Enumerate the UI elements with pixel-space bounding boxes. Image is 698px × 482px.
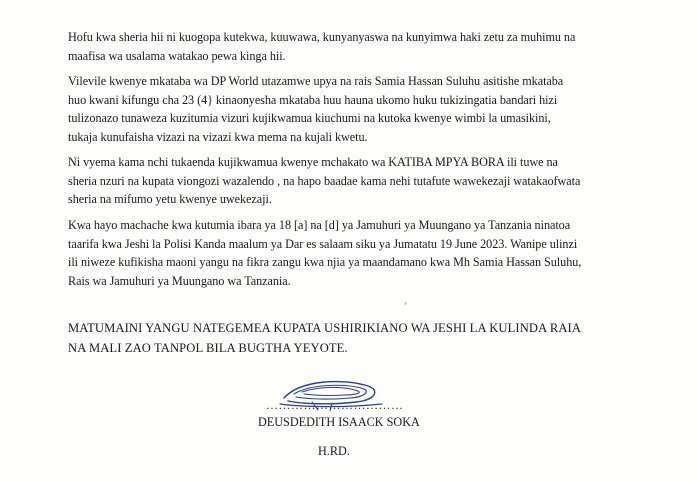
paragraph-notice-to-police <box>68 216 628 290</box>
closing-line: MATUMAINI YANGU NATEGEMEA KUPATA USHIRIKIANO WA JESHI LA KULINDA RAIA <box>68 321 582 335</box>
paragraph-line: maafisa wa usalama watakao pewa kinga hii. <box>68 48 286 63</box>
closing-line: NA MALI ZAO TANPOL BILA BUGTHA YEYOTE. <box>68 341 348 355</box>
paragraph-line: sheria na mifumo yetu kwenye uwekezaji. <box>68 192 272 207</box>
paragraph-line: Rais wa Jamuhuri ya Muungano wa Tanzania. <box>68 273 291 288</box>
paragraph-line: tukaja kunufaisha vizazi na vizazi kwa mema na kujali kwetu. <box>68 129 368 144</box>
closing-statement <box>68 318 581 358</box>
paragraph-line: tulizonazo tunaweza kuzitumia vizuri kujikwamua kiuchumi na kutoka kwenye wimbi la umasikini, <box>68 111 551 126</box>
paragraph-line: Ni vyema kama nchi tukaenda kujikwamua kwenye mchakato wa KATIBA MPYA BORA ili tuwe na <box>68 155 558 169</box>
paragraph-dp-world-contract <box>68 72 628 146</box>
paragraph-fear-of-law <box>68 28 628 65</box>
scan-speck <box>404 302 407 305</box>
paragraph-line: Hofu kwa sheria hii ni kuogopa kutekwa, kuuwawa, kunyanyaswa na kunyimwa haki zetu za muhimu na <box>68 30 576 44</box>
paragraph-line: taarifa kwa Jeshi la Polisi Kanda maalum ya Dar es salaam siku ya Jumatatu 19 June 2023. Wanipe ulinzi <box>68 236 578 251</box>
paragraph-line: ili niweze kufikisha maoni yangu na fikra zangu kwa njia ya maandamano kwa Mh Samia Hassan Suluhu, <box>68 255 582 270</box>
paragraph-new-constitution <box>68 153 628 209</box>
signature-line: …………………………… <box>266 398 404 412</box>
paragraph-line: huo kwani kifungu cha 23 (4} kinaonyesha mkataba huu hauna ukomo huku tukizingatia bandari hizi <box>68 92 558 107</box>
signer-title: H.RD. <box>318 444 350 458</box>
paragraph-line: Kwa hayo machache kwa kutumia ibara ya 18 [a] na [d] ya Jamuhuri ya Muungano ya Tanzania ninatoa <box>68 218 571 232</box>
paragraph-line: Vilevile kwenye mkataba wa DP World utazamwe upya na rais Samia Hassan Suluhu asitishe mkataba <box>68 74 564 88</box>
paragraph-line: sheria nzuri na kupata viongozi wazalendo , na hapo baadae kama nehi tutafute wawekezaji watakaofwata <box>68 173 581 188</box>
signer-name: DEUSDEDITH ISAACK SOKA <box>258 415 420 429</box>
